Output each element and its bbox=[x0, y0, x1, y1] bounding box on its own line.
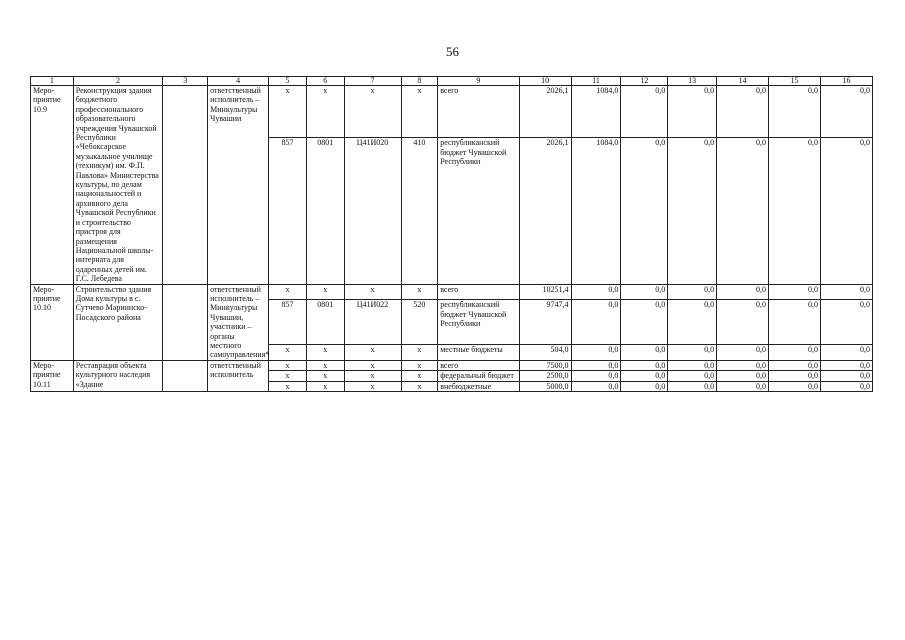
amount-col-14: 0,0 bbox=[717, 381, 769, 391]
kbk-expense-type: x bbox=[401, 344, 438, 360]
amount-col-11: 1084,0 bbox=[571, 138, 621, 284]
kbk-target-code: x bbox=[344, 381, 401, 391]
amount-col-14: 0,0 bbox=[717, 344, 769, 360]
column-number: 13 bbox=[668, 77, 717, 86]
column-number: 3 bbox=[163, 77, 208, 86]
kbk-ministry-code: x bbox=[269, 344, 307, 360]
amount-col-13: 0,0 bbox=[668, 284, 717, 300]
amount-col-14: 0,0 bbox=[717, 300, 769, 345]
kbk-expense-type: x bbox=[401, 371, 438, 381]
kbk-ministry-code: x bbox=[269, 360, 307, 370]
kbk-target-code: x bbox=[344, 284, 401, 300]
empty-cell bbox=[163, 284, 208, 360]
amount-col-11: 1084,0 bbox=[571, 86, 621, 138]
amount-col-10: 5000,0 bbox=[519, 381, 571, 391]
amount-col-13: 0,0 bbox=[668, 300, 717, 345]
amount-col-13: 0,0 bbox=[668, 360, 717, 370]
kbk-target-code: x bbox=[344, 371, 401, 381]
amount-col-13: 0,0 bbox=[668, 381, 717, 391]
amount-col-10: 2026,1 bbox=[519, 86, 571, 138]
kbk-section-code: x bbox=[306, 381, 344, 391]
kbk-target-code: x bbox=[344, 344, 401, 360]
amount-col-12: 0,0 bbox=[621, 360, 668, 370]
kbk-expense-type: x bbox=[401, 86, 438, 138]
page-number: 56 bbox=[446, 44, 459, 59]
amount-col-11: 0,0 bbox=[571, 360, 621, 370]
column-number: 7 bbox=[344, 77, 401, 86]
measure-label: Меро-приятие 10.10 bbox=[31, 284, 74, 360]
column-number: 11 bbox=[571, 77, 621, 86]
amount-col-10: 10251,4 bbox=[519, 284, 571, 300]
amount-col-13: 0,0 bbox=[668, 371, 717, 381]
amount-col-12: 0,0 bbox=[621, 300, 668, 345]
measure-name: Строительство здания Дома культуры в с. Сутчево Мариинско-Посадского района bbox=[73, 284, 163, 360]
kbk-ministry-code: x bbox=[269, 381, 307, 391]
amount-col-16: 0,0 bbox=[820, 344, 872, 360]
amount-col-16: 0,0 bbox=[820, 300, 872, 345]
amount-col-16: 0,0 bbox=[820, 284, 872, 300]
funding-source: республиканский бюджет Чувашской Республики bbox=[438, 138, 519, 284]
amount-col-12: 0,0 bbox=[621, 86, 668, 138]
amount-col-15: 0,0 bbox=[769, 300, 821, 345]
kbk-ministry-code: 857 bbox=[269, 138, 307, 284]
amount-col-10: 2500,0 bbox=[519, 371, 571, 381]
column-number: 5 bbox=[269, 77, 307, 86]
funding-source: всего bbox=[438, 360, 519, 370]
amount-col-11: 0,0 bbox=[571, 371, 621, 381]
responsible-executor: ответственный исполнитель – Минкультуры Чувашии, участники – органы местного самоуправления* bbox=[208, 284, 269, 360]
amount-col-12: 0,0 bbox=[621, 138, 668, 284]
funding-source: республиканский бюджет Чувашской Республики bbox=[438, 300, 519, 345]
measure-name: Реставрация объекта культурного наследия «Здание bbox=[73, 360, 163, 391]
amount-col-13: 0,0 bbox=[668, 138, 717, 284]
amount-col-12: 0,0 bbox=[621, 344, 668, 360]
amount-col-12: 0,0 bbox=[621, 381, 668, 391]
amount-col-15: 0,0 bbox=[769, 371, 821, 381]
kbk-ministry-code: 857 bbox=[269, 300, 307, 345]
amount-col-16: 0,0 bbox=[820, 381, 872, 391]
kbk-expense-type: 410 bbox=[401, 138, 438, 284]
column-number: 6 bbox=[306, 77, 344, 86]
amount-col-16: 0,0 bbox=[820, 138, 872, 284]
amount-col-15: 0,0 bbox=[769, 344, 821, 360]
kbk-ministry-code: x bbox=[269, 284, 307, 300]
amount-col-11: 0,0 bbox=[571, 344, 621, 360]
kbk-ministry-code: x bbox=[269, 86, 307, 138]
kbk-target-code: x bbox=[344, 86, 401, 138]
empty-cell bbox=[163, 86, 208, 285]
amount-col-12: 0,0 bbox=[621, 284, 668, 300]
amount-col-11: 0,0 bbox=[571, 300, 621, 345]
amount-col-11: 0,0 bbox=[571, 381, 621, 391]
kbk-target-code: x bbox=[344, 360, 401, 370]
table-row bbox=[31, 86, 873, 138]
kbk-expense-type: 520 bbox=[401, 300, 438, 345]
column-number: 15 bbox=[769, 77, 821, 86]
amount-col-14: 0,0 bbox=[717, 138, 769, 284]
funding-source: местные бюджеты bbox=[438, 344, 519, 360]
funding-source: федеральный бюджет bbox=[438, 371, 519, 381]
amount-col-16: 0,0 bbox=[820, 360, 872, 370]
responsible-executor: ответственный исполнитель bbox=[208, 360, 269, 391]
column-number: 2 bbox=[73, 77, 163, 86]
amount-col-16: 0,0 bbox=[820, 86, 872, 138]
kbk-target-code: Ц41И022 bbox=[344, 300, 401, 345]
kbk-section-code: x bbox=[306, 344, 344, 360]
column-number: 4 bbox=[208, 77, 269, 86]
kbk-section-code: 0801 bbox=[306, 138, 344, 284]
amount-col-15: 0,0 bbox=[769, 138, 821, 284]
kbk-expense-type: x bbox=[401, 284, 438, 300]
amount-col-10: 7500,0 bbox=[519, 360, 571, 370]
kbk-section-code: x bbox=[306, 284, 344, 300]
table-row bbox=[31, 284, 873, 300]
amount-col-14: 0,0 bbox=[717, 371, 769, 381]
amount-col-11: 0,0 bbox=[571, 284, 621, 300]
column-number: 14 bbox=[717, 77, 769, 86]
column-number: 9 bbox=[438, 77, 519, 86]
funding-source: внебюджетные bbox=[438, 381, 519, 391]
kbk-expense-type: x bbox=[401, 381, 438, 391]
measure-label: Меро-приятие 10.11 bbox=[31, 360, 74, 391]
empty-cell bbox=[163, 360, 208, 391]
amount-col-13: 0,0 bbox=[668, 86, 717, 138]
amount-col-10: 2026,1 bbox=[519, 138, 571, 284]
column-number: 1 bbox=[31, 77, 74, 86]
measure-label: Меро-приятие 10.9 bbox=[31, 86, 74, 285]
column-number: 10 bbox=[519, 77, 571, 86]
amount-col-14: 0,0 bbox=[717, 86, 769, 138]
kbk-section-code: 0801 bbox=[306, 300, 344, 345]
measure-name: Реконструкция здания бюджетного профессионального образовательного учреждения Чувашской Республики «Чебоксарское музыкальное училище (техникум) им. Ф.П. Павлова» Министерства культуры, по делам национальностей и архивного дела Чувашской Республики и строительство пристроя для размещения Национальной школы-интерната для одаренных детей им. Г.С. Лебедева bbox=[73, 86, 163, 285]
kbk-target-code: Ц41И020 bbox=[344, 138, 401, 284]
amount-col-13: 0,0 bbox=[668, 344, 717, 360]
kbk-section-code: x bbox=[306, 371, 344, 381]
amount-col-16: 0,0 bbox=[820, 371, 872, 381]
column-number: 16 bbox=[820, 77, 872, 86]
amount-col-10: 504,0 bbox=[519, 344, 571, 360]
amount-col-15: 0,0 bbox=[769, 86, 821, 138]
amount-col-15: 0,0 bbox=[769, 284, 821, 300]
column-number-row bbox=[31, 77, 873, 86]
budget-table bbox=[30, 76, 873, 392]
funding-source: всего bbox=[438, 284, 519, 300]
responsible-executor: ответственный исполнитель – Минкультуры Чувашии bbox=[208, 86, 269, 285]
column-number: 8 bbox=[401, 77, 438, 86]
amount-col-12: 0,0 bbox=[621, 371, 668, 381]
amount-col-14: 0,0 bbox=[717, 284, 769, 300]
amount-col-14: 0,0 bbox=[717, 360, 769, 370]
kbk-expense-type: x bbox=[401, 360, 438, 370]
amount-col-10: 9747,4 bbox=[519, 300, 571, 345]
amount-col-15: 0,0 bbox=[769, 381, 821, 391]
kbk-section-code: x bbox=[306, 360, 344, 370]
kbk-section-code: x bbox=[306, 86, 344, 138]
amount-col-15: 0,0 bbox=[769, 360, 821, 370]
funding-source: всего bbox=[438, 86, 519, 138]
table-row bbox=[31, 360, 873, 370]
column-number: 12 bbox=[621, 77, 668, 86]
kbk-ministry-code: x bbox=[269, 371, 307, 381]
